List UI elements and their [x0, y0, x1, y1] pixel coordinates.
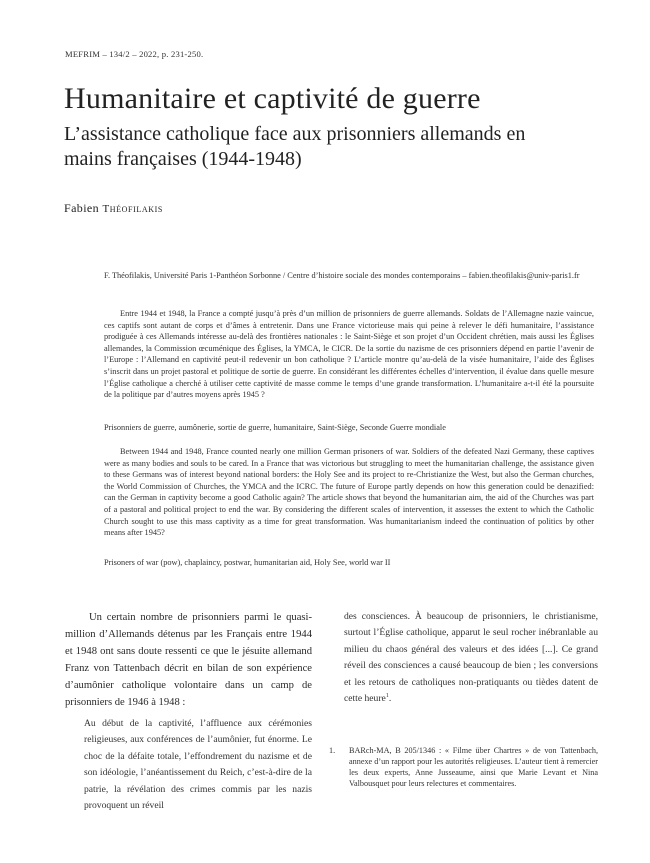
abstract-french: Entre 1944 et 1948, la France a compté jusqu’à près d’un million de prisonniers de guerre allemands. Soldats de l’Allemagne nazie vaincue, ces captifs sont autant de corps et d’âmes à entretenir. Dans une France victorieuse mais qui peine à relever le défi humanitaire, l’assistance prodiguée à ces Allemands intéresse au-delà des frontières nationales : le Saint-Siège et son projet d’un Occident chrétien, mais aussi les Églises allemandes, la Commission œcuménique des Églises, la YMCA, le CICR. De la sortie du nazisme de ces prisonniers dépend en partie l’avenir de l’Europe : l’Allemand en captivité peut-il redevenir un bon catholique ? L’article montre qu’au-delà de la visée humanitaire, l’aide des Églises s’inscrit dans un projet pastoral et politique de sortie de guerre. En considérant les différentes échelles d’intervention, il évalue dans quelle mesure l’Église catholique a cherché à utiliser cette captivité de masse comme le temps d’une grande transformation. L’humanitaire a-t-il été la poursuite de la politique par d’autres moyens après 1945 ?	[104, 309, 594, 400]
author-affiliation: F. Théofilakis, Université Paris 1-Panthéon Sorbonne / Centre d’histoire sociale des mondes contemporains – fabien.theofilakis@univ-paris1.fr	[104, 271, 580, 280]
block-quote-right	[344, 609, 598, 707]
quote-text-left: Au début de la captivité, l’affluence aux cérémonies religieuses, aux conférences de l’aumônier, fut énorme. Le choc de la défaite totale, l’effondrement du nazisme et de son idéologie, l’anéantissement du Reich, c’est-à-dire de la patrie, la révélation des crimes commis par les nazis provoquent un réveil	[84, 718, 312, 812]
footnote-reference[interactable]: 1	[385, 692, 389, 699]
keywords-english: Prisoners of war (pow), chaplaincy, postwar, humanitarian aid, Holy See, world war II	[104, 558, 391, 567]
footnote	[329, 745, 598, 789]
author-name	[64, 201, 163, 216]
footnote-text: BARch-MA, B 205/1346 : « Filme über Chartres » de von Tattenbach, annexe d’un rapport pour les autorités religieuses. L’auteur tient à remercier les deux experts, Anne Jusseaume, ainsi que Marie Levant et Nina Valbousquet pour leurs relectures et commentaires.	[349, 746, 598, 788]
keywords-french: Prisonniers de guerre, aumônerie, sortie de guerre, humanitaire, Saint-Siège, Seconde Guerre mondiale	[104, 423, 446, 432]
quote-end-punctuation: .	[388, 693, 392, 705]
body-left-column	[65, 609, 312, 712]
block-quote-left	[84, 716, 312, 814]
journal-reference: MEFRIM – 134/2 – 2022, p. 231-250.	[65, 49, 204, 59]
body-paragraph: Un certain nombre de prisonniers parmi le quasi-million d’Allemands détenus par les Français entre 1944 et 1948 ont sans doute ressenti ce que le jésuite allemand Franz von Tattenbach décrit en bilan de son expérience d’aumônier catholique volontaire dans un camp de prisonniers de 1946 à 1948 :	[65, 612, 312, 709]
footnote-number: 1.	[329, 746, 336, 755]
quote-text-right-body: des consciences. À beaucoup de prisonniers, le christianisme, surtout l’Église catholique, apparut le seul rocher inébranlable au milieu du chaos général des valeurs et des idées [...]. Ce grand réveil des consciences a causé beaucoup de bien ; les conversions et les retours de catholiques non-pratiquants ou tièdes datent de cette heure	[344, 611, 598, 705]
article-subtitle: L’assistance catholique face aux prisonniers allemands en mains françaises (1944-1948)	[64, 123, 526, 170]
quote-text-right	[344, 609, 598, 707]
author-last-name: Théofilakis	[102, 203, 163, 215]
article-title: Humanitaire et captivité de guerre	[64, 82, 481, 115]
abstract-english: Between 1944 and 1948, France counted nearly one million German prisoners of war. Soldiers of the defeated Nazi Germany, these captives were as many bodies and souls to be cared. In a France that was victorious but struggling to meet the humanitarian challenge, the assistance given to these Germans was of interest beyond national borders: the Holy See and its project to re-Christianize the West, but also the German churches, the World Commission of Churches, the YMCA and the ICRC. The future of Europe partly depends on how this generation could be denazified: can the German in captivity become a good Catholic again? The article shows that beyond the humanitarian aim, the aid of the Churches was part of a pastoral and political project to end the war. By considering the different scales of intervention, it assesses the extent to which the Catholic Church sought to use this mass captivity as a time for great transformation. Was humanitarianism indeed the continuation of politics by other means after 1945?	[104, 447, 594, 538]
author-first-name: Fabien	[64, 201, 100, 215]
